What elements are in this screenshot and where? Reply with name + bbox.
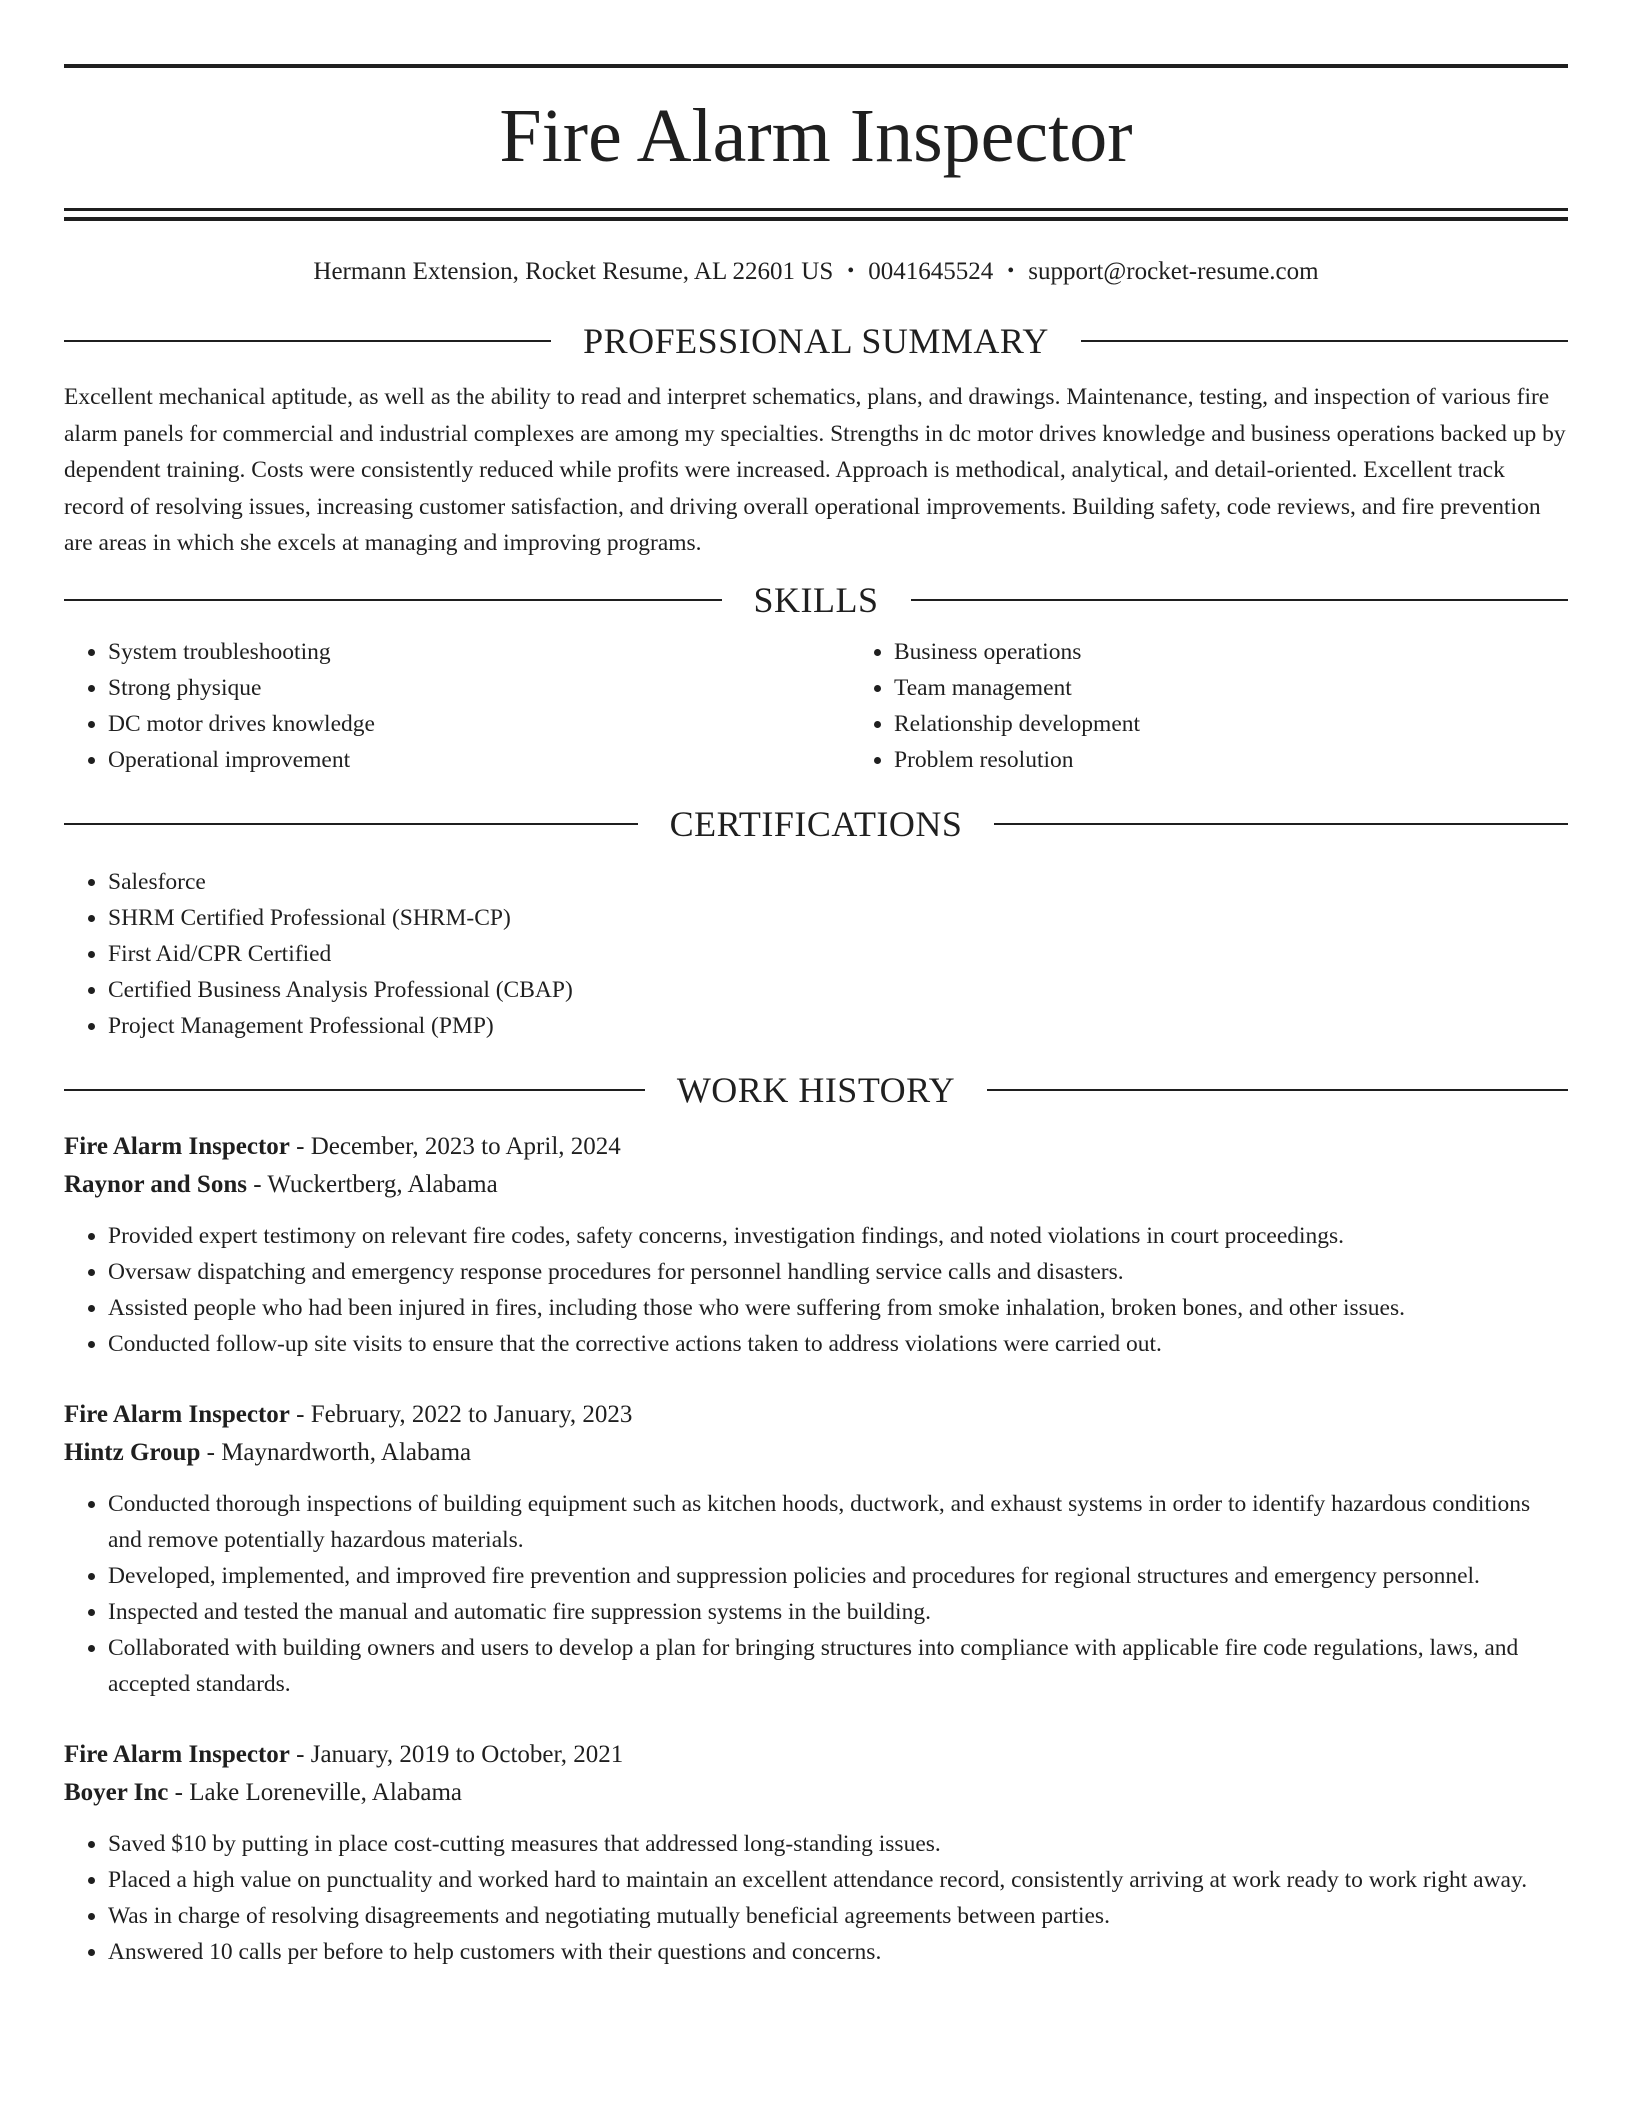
- job-bullet: • Answered 10 calls per before to help customers with their questions and concerns.: [108, 1934, 1568, 1970]
- job-company-line: Boyer Inc - Lake Loreneville, Alabama: [64, 1778, 463, 1806]
- heading-rule: [64, 1089, 645, 1091]
- certification-item: • Salesforce: [108, 864, 1568, 900]
- job-bullet: • Assisted people who had been injured in fires, including those who were suffering from smoke inhalation, broken bones, and other issues.: [108, 1290, 1568, 1326]
- contact-email: support@rocket-resume.com: [1028, 258, 1319, 285]
- job-bullet: • Inspected and tested the manual and automatic fire suppression systems in the building.: [108, 1594, 1568, 1630]
- job-bullets: [64, 1826, 1568, 1970]
- skills-list-right: [850, 634, 1568, 778]
- job-bullet: • Placed a high value on punctuality and worked hard to maintain an excellent attendance record, consistently arriving at work ready to work right away.: [108, 1862, 1568, 1898]
- skill-item: • Business operations: [894, 634, 1568, 670]
- heading-rule: [64, 340, 551, 342]
- job-company: Hintz Group: [64, 1438, 201, 1466]
- job-bullet: • Conducted thorough inspections of building equipment such as kitchen hoods, ductwork, and exhaust systems in order to identify hazardous conditions and remove potentially hazardous materials.: [108, 1486, 1568, 1558]
- certification-item: • Project Management Professional (PMP): [108, 1008, 1568, 1044]
- job-bullets: [64, 1486, 1568, 1702]
- job-role: Fire Alarm Inspector: [64, 1740, 290, 1768]
- skills-heading-label: SKILLS: [753, 579, 879, 620]
- heading-rule: [64, 823, 638, 825]
- job-title-line: Fire Alarm Inspector - December, 2023 to April, 2024: [64, 1132, 621, 1160]
- certifications-heading-label: CERTIFICATIONS: [669, 803, 963, 844]
- job-bullet: • Developed, implemented, and improved fire prevention and suppression policies and procedures for regional structures and emergency personnel.: [108, 1558, 1568, 1594]
- job-entry: [64, 1128, 1568, 1362]
- job-bullet: • Saved $10 by putting in place cost-cutting measures that addressed long-standing issues.: [108, 1826, 1568, 1862]
- skills-heading: [64, 580, 1568, 620]
- job-location: Lake Loreneville, Alabama: [189, 1778, 463, 1806]
- top-rule: [64, 64, 1568, 68]
- job-bullet: • Was in charge of resolving disagreements and negotiating mutually beneficial agreements between parties.: [108, 1898, 1568, 1934]
- job-location: Maynardworth, Alabama: [221, 1438, 472, 1466]
- certification-item: • First Aid/CPR Certified: [108, 936, 1568, 972]
- skill-item: • System troubleshooting: [108, 634, 850, 670]
- certification-item: • SHRM Certified Professional (SHRM-CP): [108, 900, 1568, 936]
- job-role: Fire Alarm Inspector: [64, 1132, 290, 1160]
- job-bullets: [64, 1218, 1568, 1362]
- heading-rule: [987, 1089, 1568, 1091]
- skill-item: • Team management: [894, 670, 1568, 706]
- job-bullet: • Oversaw dispatching and emergency response procedures for personnel handling service calls and disasters.: [108, 1254, 1568, 1290]
- contact-separator: •: [1007, 260, 1015, 282]
- skill-item: • Problem resolution: [894, 742, 1568, 778]
- heading-rule: [994, 823, 1568, 825]
- contact-address: Hermann Extension, Rocket Resume, AL 22601 US: [313, 258, 834, 285]
- skill-item: • Strong physique: [108, 670, 850, 706]
- skills-grid: [64, 634, 1568, 778]
- job-dates: February, 2022 to January, 2023: [310, 1400, 633, 1428]
- job-company-line: Hintz Group - Maynardworth, Alabama: [64, 1438, 472, 1466]
- job-dates: January, 2019 to October, 2021: [310, 1740, 624, 1768]
- skill-item: • Operational improvement: [108, 742, 850, 778]
- summary-heading: [64, 321, 1568, 361]
- resume-title: Fire Alarm Inspector: [499, 94, 1133, 178]
- contact-line: [64, 257, 1568, 287]
- job-bullet: • Collaborated with building owners and users to develop a plan for bringing structures into compliance with applicable fire code regulations, laws, and accepted standards.: [108, 1630, 1568, 1702]
- job-company: Boyer Inc: [64, 1778, 169, 1806]
- summary-heading-label: PROFESSIONAL SUMMARY: [583, 321, 1049, 361]
- job-bullet: • Conducted follow-up site visits to ensure that the corrective actions taken to address violations were carried out.: [108, 1326, 1568, 1362]
- work-history-heading-label: WORK HISTORY: [676, 1069, 956, 1110]
- work-history-heading: [64, 1070, 1568, 1110]
- job-dates: December, 2023 to April, 2024: [310, 1132, 621, 1160]
- heading-rule: [64, 599, 722, 601]
- skill-item: • Relationship development: [894, 706, 1568, 742]
- job-company: Raynor and Sons: [64, 1170, 247, 1198]
- job-entry: [64, 1736, 1568, 1970]
- job-title-line: Fire Alarm Inspector - February, 2022 to January, 2023: [64, 1400, 633, 1428]
- title-double-rule: [64, 208, 1568, 221]
- job-title-line: Fire Alarm Inspector - January, 2019 to October, 2021: [64, 1740, 624, 1768]
- job-location: Wuckertberg, Alabama: [267, 1170, 498, 1198]
- skills-list-left: [64, 634, 850, 778]
- job-company-line: Raynor and Sons - Wuckertberg, Alabama: [64, 1170, 498, 1198]
- job-bullet: • Provided expert testimony on relevant fire codes, safety concerns, investigation findings, and noted violations in court proceedings.: [108, 1218, 1568, 1254]
- certifications-list: [64, 864, 1568, 1044]
- job-entry: [64, 1396, 1568, 1702]
- job-role: Fire Alarm Inspector: [64, 1400, 290, 1428]
- heading-rule: [911, 599, 1569, 601]
- skill-item: • DC motor drives knowledge: [108, 706, 850, 742]
- contact-phone: 0041645524: [868, 258, 994, 285]
- heading-rule: [1081, 340, 1568, 342]
- contact-separator: •: [847, 260, 855, 282]
- summary-text: Excellent mechanical aptitude, as well as the ability to read and interpret schematics, plans, and drawings. Maintenance, testing, and inspection of various fire alarm panels for commercial and industrial complexes are among my specialties. Strengths in dc motor drives knowledge and business operations backed up by dependent training. Costs were consistently reduced while profits were increased. Approach is methodical, analytical, and detail-oriented. Excellent track record of resolving issues, increasing customer satisfaction, and driving overall operational improvements. Building safety, code reviews, and fire prevention are areas in which she excels at managing and improving programs.: [64, 384, 1566, 556]
- certifications-heading: [64, 804, 1568, 844]
- certification-item: • Certified Business Analysis Professional (CBAP): [108, 972, 1568, 1008]
